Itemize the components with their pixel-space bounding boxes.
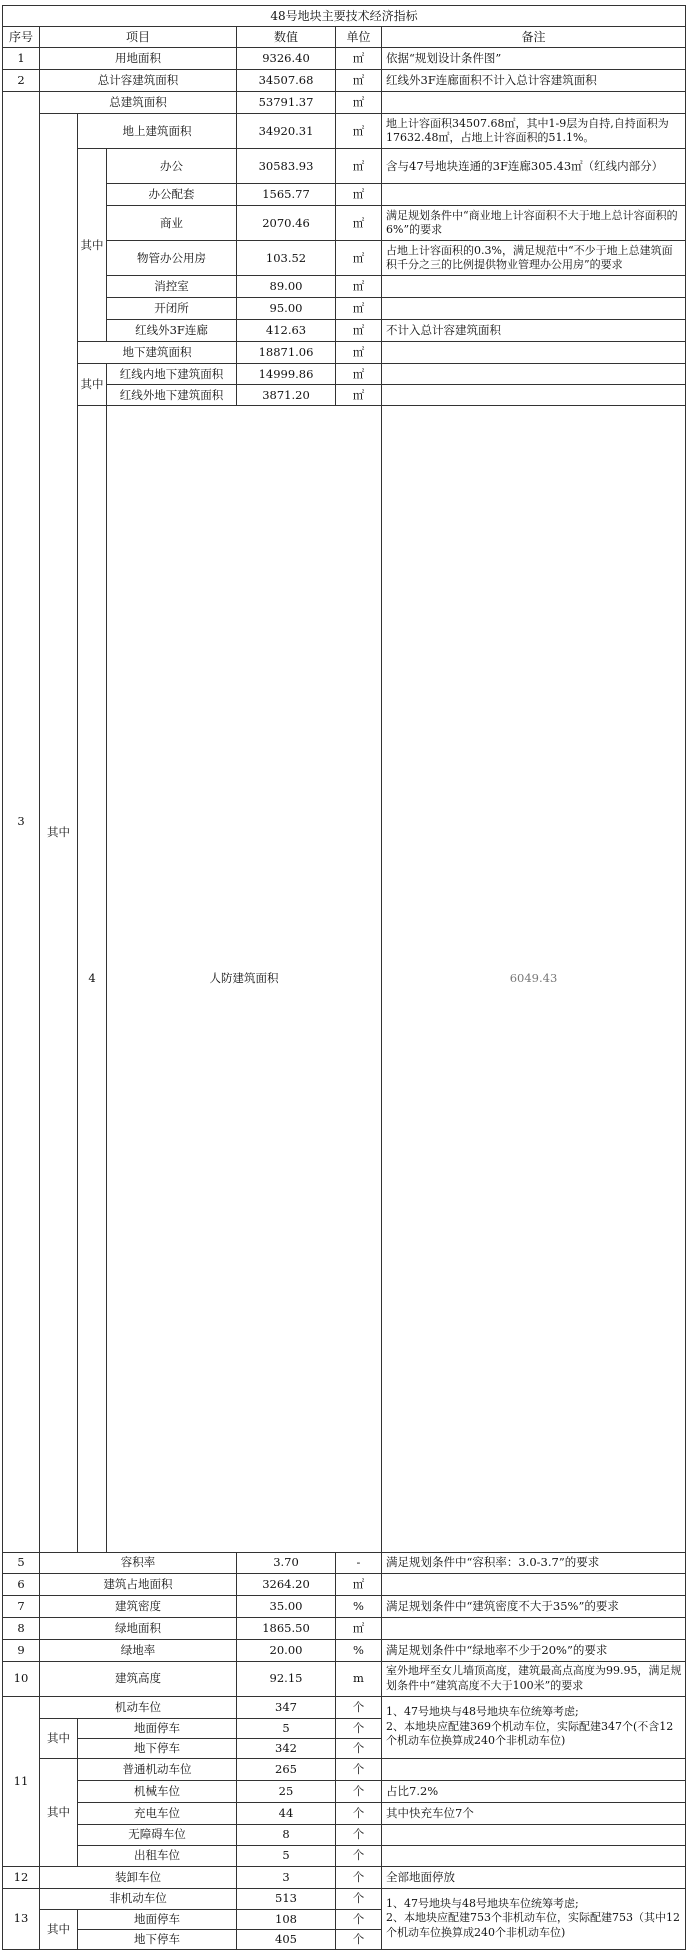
unit-cell: % <box>336 1639 382 1661</box>
value-cell: 412.63 <box>237 320 336 342</box>
item-cell: 办公配套 <box>107 184 237 206</box>
table-row <box>3 1866 686 1888</box>
item-cell: 地下建筑面积 <box>78 342 237 364</box>
item-cell: 出租车位 <box>78 1845 237 1866</box>
table-title: 48号地块主要技术经济指标 <box>3 6 686 27</box>
qizhong-label: 其中 <box>40 1758 78 1866</box>
note-cell <box>382 92 686 114</box>
item-cell: 地面停车 <box>78 1718 237 1738</box>
table-row <box>3 149 686 184</box>
unit-cell: 个 <box>336 1845 382 1866</box>
note-cell: 满足规划条件中“商业地上计容面积不大于地上总计容面积的6%”的要求 <box>382 206 686 241</box>
item-cell: 地上建筑面积 <box>78 114 237 149</box>
item-cell: 用地面积 <box>40 48 237 70</box>
unit-cell: ㎡ <box>336 276 382 298</box>
value-cell: 35.00 <box>237 1595 336 1617</box>
value-cell: 3871.20 <box>237 385 336 406</box>
value-cell: 347 <box>237 1696 336 1718</box>
unit-cell: ㎡ <box>336 320 382 342</box>
qizhong-label: 其中 <box>78 364 107 406</box>
unit-cell: ㎡ <box>336 385 382 406</box>
item-cell: 装卸车位 <box>40 1866 237 1888</box>
note-cell <box>382 1758 686 1780</box>
value-cell: 53791.37 <box>237 92 336 114</box>
item-cell: 开闭所 <box>107 298 237 320</box>
note-cell <box>382 385 686 406</box>
unit-cell: ㎡ <box>336 342 382 364</box>
unit-cell: 个 <box>336 1780 382 1802</box>
table-row <box>3 1617 686 1639</box>
seq-cell: 3 <box>3 92 40 1553</box>
seq-cell: 13 <box>3 1888 40 1949</box>
table-row <box>3 1824 686 1845</box>
unit-cell: ㎡ <box>336 92 382 114</box>
unit-cell: 个 <box>336 1802 382 1824</box>
value-cell: 34920.31 <box>237 114 336 149</box>
table-row <box>3 1802 686 1824</box>
item-cell: 机械车位 <box>78 1780 237 1802</box>
unit-cell: 个 <box>336 1909 382 1929</box>
item-cell: 物管办公用房 <box>107 241 237 276</box>
table-row <box>3 1696 686 1718</box>
item-cell: 办公 <box>107 149 237 184</box>
value-cell: 342 <box>237 1738 336 1758</box>
note-cell: 室外地坪至女儿墙顶高度，建筑最高点高度为99.95，满足规划条件中“建筑高度不大于100米”的要求 <box>382 1661 686 1696</box>
note-line: 2、本地块应配建369个机动车位，实际配建347个(不含12个机动车位换算成240个非机动车位) <box>386 1719 674 1748</box>
item-cell: 总计容建筑面积 <box>40 70 237 92</box>
value-cell: 8 <box>237 1824 336 1845</box>
note-cell: 地上计容面积34507.68㎡，其中1-9层为自持,自持面积为17632.48㎡，占地上计容面积的51.1%。 <box>382 114 686 149</box>
header-row <box>3 27 686 48</box>
qizhong-label: 其中 <box>78 149 107 342</box>
unit-cell: ㎡ <box>336 241 382 276</box>
note-cell <box>382 298 686 320</box>
value-cell: 25 <box>237 1780 336 1802</box>
unit-cell: ㎡ <box>336 70 382 92</box>
value-cell: 3264.20 <box>237 1573 336 1595</box>
item-cell: 无障碍车位 <box>78 1824 237 1845</box>
seq-cell: 5 <box>3 1552 40 1573</box>
value-cell: 3.70 <box>237 1552 336 1573</box>
seq-cell: 12 <box>3 1866 40 1888</box>
item-cell: 建筑占地面积 <box>40 1573 237 1595</box>
note-cell <box>382 1617 686 1639</box>
seq-cell: 2 <box>3 70 40 92</box>
value-cell: 6049.43 <box>382 406 686 1553</box>
value-cell: 44 <box>237 1802 336 1824</box>
table-row <box>3 1661 686 1696</box>
value-cell: 5 <box>237 1845 336 1866</box>
note-cell: 含与47号地块连通的3F连廊305.43㎡（红线内部分） <box>382 149 686 184</box>
item-cell: 地下停车 <box>78 1929 237 1949</box>
qizhong-label: 其中 <box>40 1909 78 1949</box>
unit-cell: - <box>336 1552 382 1573</box>
table-row <box>3 1845 686 1866</box>
note-cell: 占地上计容面积的0.3%，满足规范中“不少于地上总建筑面积千分之三的比例提供物业管理办公用房”的要求 <box>382 241 686 276</box>
seq-cell: 6 <box>3 1573 40 1595</box>
value-cell: 14999.86 <box>237 364 336 385</box>
note-cell <box>382 1824 686 1845</box>
item-cell: 容积率 <box>40 1552 237 1573</box>
value-cell: 9326.40 <box>237 48 336 70</box>
note-cell <box>382 1696 686 1758</box>
table-row <box>3 1780 686 1802</box>
value-cell: 18871.06 <box>237 342 336 364</box>
value-cell: 1565.77 <box>237 184 336 206</box>
unit-cell: 个 <box>336 1718 382 1738</box>
seq-cell: 7 <box>3 1595 40 1617</box>
item-cell: 商业 <box>107 206 237 241</box>
note-cell <box>382 1573 686 1595</box>
note-cell: 满足规划条件中“绿地率不少于20%”的要求 <box>382 1639 686 1661</box>
unit-cell: ㎡ <box>336 298 382 320</box>
table-row <box>3 406 686 1553</box>
unit-cell: ㎡ <box>336 48 382 70</box>
item-cell: 建筑密度 <box>40 1595 237 1617</box>
unit-cell: 个 <box>336 1929 382 1949</box>
value-cell: 265 <box>237 1758 336 1780</box>
header-value: 数值 <box>237 27 336 48</box>
unit-cell: m <box>336 1661 382 1696</box>
note-cell <box>382 276 686 298</box>
header-unit: 单位 <box>336 27 382 48</box>
table-row <box>3 1595 686 1617</box>
note-cell <box>382 364 686 385</box>
qizhong-label: 其中 <box>40 1718 78 1758</box>
value-cell: 3 <box>237 1866 336 1888</box>
table-row <box>3 1639 686 1661</box>
value-cell: 30583.93 <box>237 149 336 184</box>
item-cell: 总建筑面积 <box>40 92 237 114</box>
item-cell: 机动车位 <box>40 1696 237 1718</box>
note-cell <box>382 184 686 206</box>
note-cell: 全部地面停放 <box>382 1866 686 1888</box>
item-cell: 地下停车 <box>78 1738 237 1758</box>
seq-cell: 10 <box>3 1661 40 1696</box>
note-line: 2、本地块应配建753个非机动车位，实际配建753（其中12个机动车位换算成240个非机动车位) <box>386 1911 680 1939</box>
unit-cell: ㎡ <box>336 206 382 241</box>
item-cell: 红线外3F连廊 <box>107 320 237 342</box>
note-line: 1、47号地块与48号地块车位统筹考虑; <box>386 1705 579 1719</box>
unit-cell: 个 <box>336 1888 382 1909</box>
unit-cell: ㎡ <box>336 1573 382 1595</box>
value-cell: 1865.50 <box>237 1617 336 1639</box>
table-row <box>3 70 686 92</box>
note-cell <box>382 1888 686 1949</box>
value-cell: 34507.68 <box>237 70 336 92</box>
title-row <box>3 6 686 27</box>
table-row <box>3 1552 686 1573</box>
note-cell <box>382 1845 686 1866</box>
unit-cell: 个 <box>336 1866 382 1888</box>
table-row <box>3 48 686 70</box>
table-row <box>3 114 686 149</box>
item-cell: 消控室 <box>107 276 237 298</box>
value-cell: 20.00 <box>237 1639 336 1661</box>
note-cell <box>382 342 686 364</box>
item-cell: 建筑高度 <box>40 1661 237 1696</box>
seq-cell: 1 <box>3 48 40 70</box>
unit-cell: ㎡ <box>336 184 382 206</box>
seq-cell: 4 <box>78 406 107 1553</box>
item-cell: 红线内地下建筑面积 <box>107 364 237 385</box>
item-cell: 红线外地下建筑面积 <box>107 385 237 406</box>
seq-cell: 8 <box>3 1617 40 1639</box>
item-cell: 非机动车位 <box>40 1888 237 1909</box>
table-row <box>3 1888 686 1909</box>
unit-cell: ㎡ <box>336 1617 382 1639</box>
unit-cell: ㎡ <box>336 364 382 385</box>
unit-cell: 个 <box>336 1696 382 1718</box>
seq-cell: 9 <box>3 1639 40 1661</box>
value-cell: 5 <box>237 1718 336 1738</box>
item-cell: 地面停车 <box>78 1909 237 1929</box>
table-row <box>3 92 686 114</box>
value-cell: 92.15 <box>237 1661 336 1696</box>
indicator-table <box>2 5 686 1950</box>
table-row <box>3 342 686 364</box>
item-cell: 绿地面积 <box>40 1617 237 1639</box>
header-seq: 序号 <box>3 27 40 48</box>
unit-cell: ㎡ <box>336 149 382 184</box>
value-cell: 405 <box>237 1929 336 1949</box>
item-cell: 充电车位 <box>78 1802 237 1824</box>
value-cell: 103.52 <box>237 241 336 276</box>
item-cell: 人防建筑面积 <box>107 406 382 1553</box>
table-row <box>3 1573 686 1595</box>
value-cell: 89.00 <box>237 276 336 298</box>
table-row <box>3 364 686 385</box>
value-cell: 95.00 <box>237 298 336 320</box>
value-cell: 108 <box>237 1909 336 1929</box>
seq-cell: 11 <box>3 1696 40 1866</box>
note-cell: 红线外3F连廊面积不计入总计容建筑面积 <box>382 70 686 92</box>
table-row <box>3 1758 686 1780</box>
note-cell: 其中快充车位7个 <box>382 1802 686 1824</box>
note-cell: 满足规划条件中“建筑密度不大于35%”的要求 <box>382 1595 686 1617</box>
item-cell: 绿地率 <box>40 1639 237 1661</box>
qizhong-label: 其中 <box>40 114 78 1553</box>
note-cell: 依据“规划设计条件图” <box>382 48 686 70</box>
unit-cell: 个 <box>336 1758 382 1780</box>
unit-cell: % <box>336 1595 382 1617</box>
header-item: 项目 <box>40 27 237 48</box>
value-cell: 2070.46 <box>237 206 336 241</box>
note-cell: 满足规划条件中“容积率：3.0-3.7”的要求 <box>382 1552 686 1573</box>
item-cell: 普通机动车位 <box>78 1758 237 1780</box>
unit-cell: ㎡ <box>336 114 382 149</box>
note-cell: 不计入总计容建筑面积 <box>382 320 686 342</box>
unit-cell: 个 <box>336 1824 382 1845</box>
header-note: 备注 <box>382 27 686 48</box>
note-cell: 占比7.2% <box>382 1780 686 1802</box>
unit-cell: 个 <box>336 1738 382 1758</box>
note-line: 1、47号地块与48号地块车位统筹考虑; <box>386 1896 579 1910</box>
value-cell: 513 <box>237 1888 336 1909</box>
